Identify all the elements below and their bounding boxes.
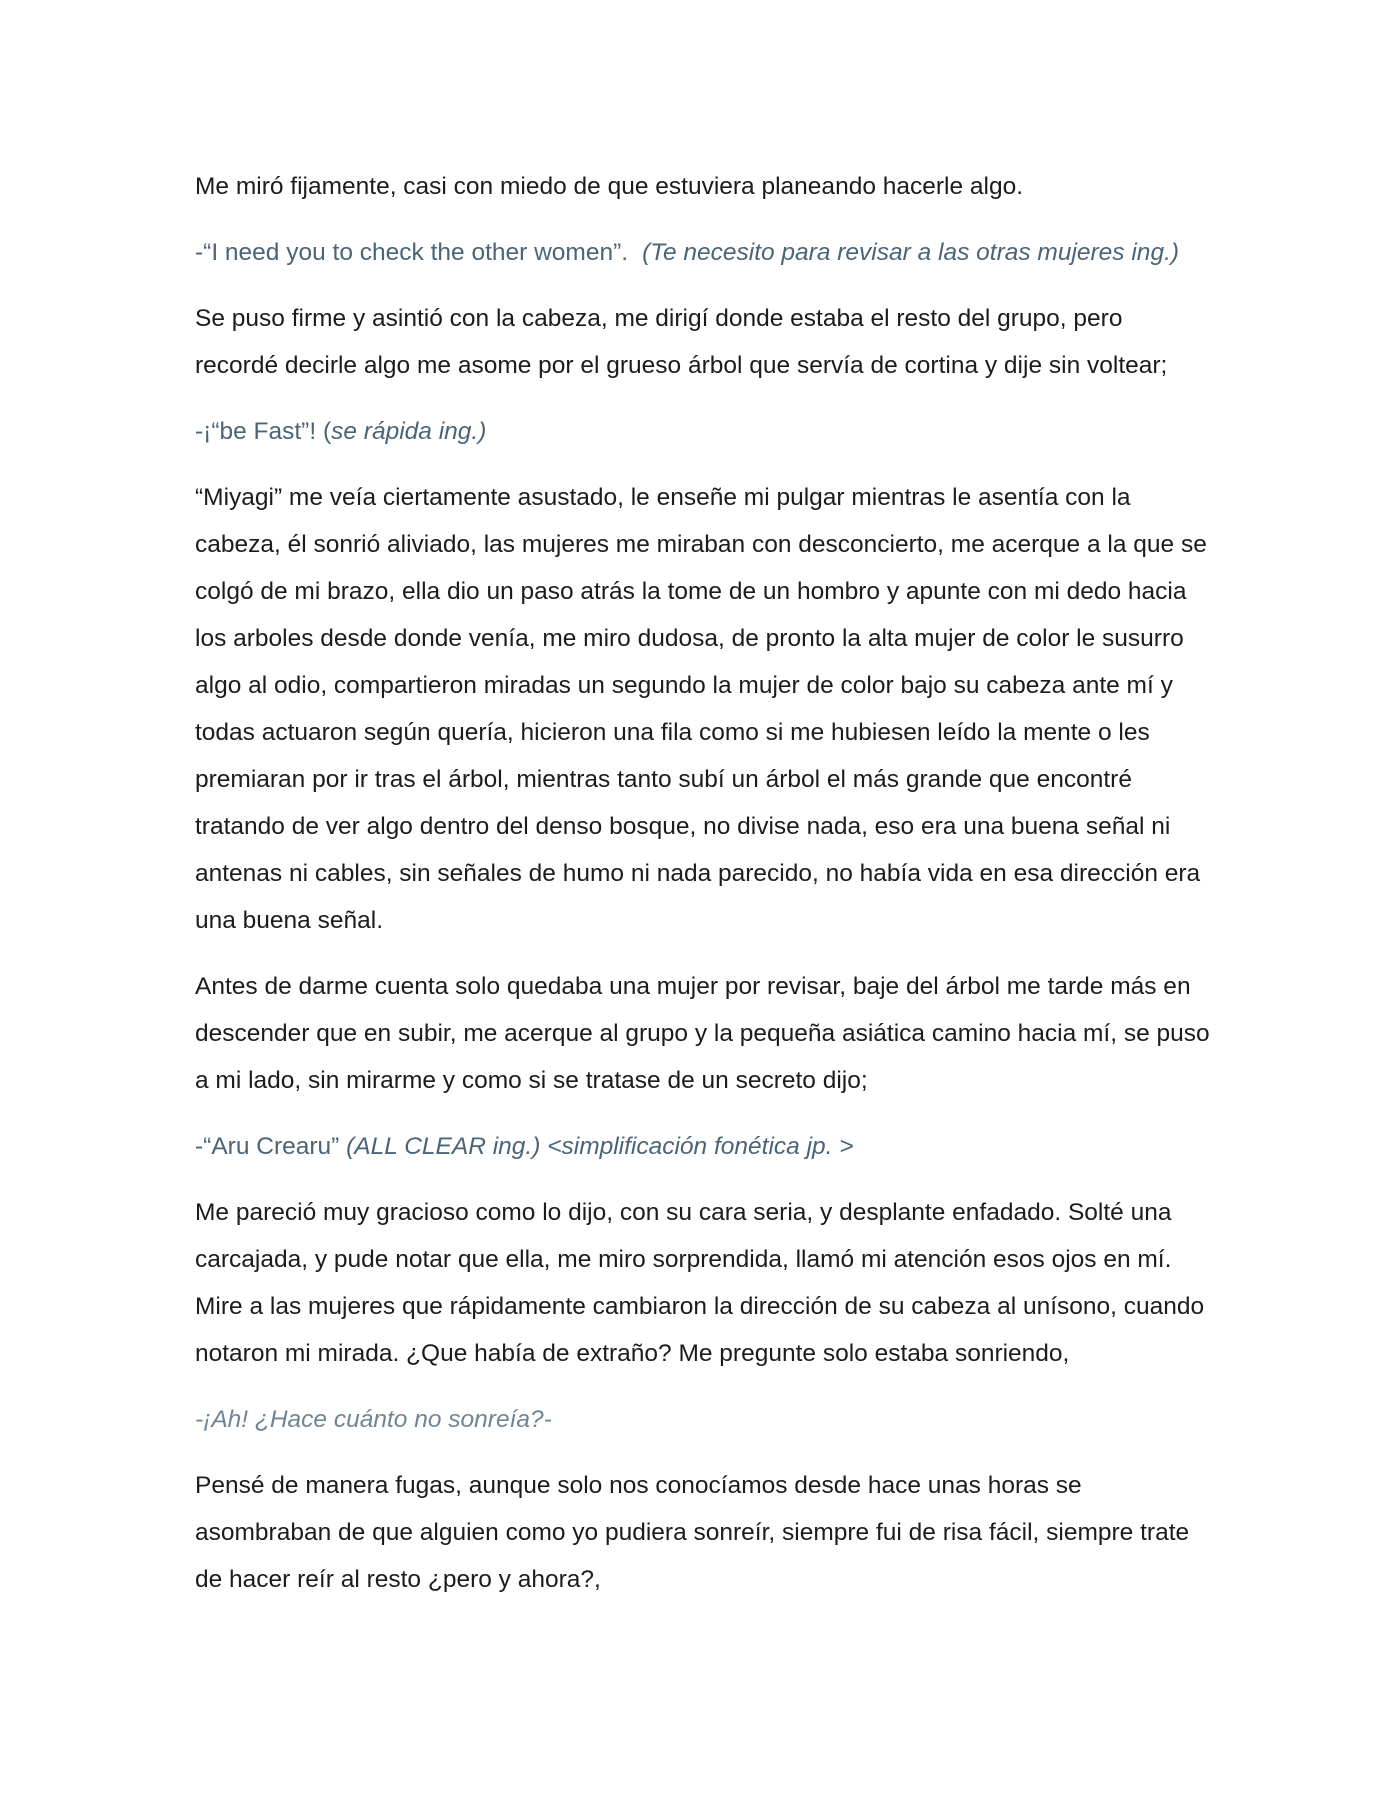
dialogue-paragraph (195, 229, 1210, 276)
dialogue-paragraph (195, 1123, 1210, 1170)
inner-thought-paragraph: -¡Ah! ¿Hace cuánto no sonreía?- (195, 1406, 552, 1433)
narrative-paragraph: Antes de darme cuenta solo quedaba una mujer por revisar, baje del árbol me tarde más en descender que en subir, me acerque al grupo y la pequeña asiática camino hacia mí, se puso a mi lado, sin mirarme y como si se tratase de un secreto dijo; (195, 973, 1210, 1094)
narrative-paragraph: Se puso firme y asintió con la cabeza, me dirigí donde estaba el resto del grupo, pero recordé decirle algo me asome por el grueso árbol que servía de cortina y dije sin voltear; (195, 305, 1168, 379)
translation-note: (ALL CLEAR ing.) <simplificación fonética jp. > (346, 1133, 854, 1160)
dialogue-line: -¡“be Fast”! ( (195, 418, 332, 445)
dialogue-line: -“Aru Crearu” (195, 1133, 340, 1160)
dialogue-line: -“I need you to check the other women”. (195, 239, 629, 266)
narrative-paragraph: Me miró fijamente, casi con miedo de que estuviera planeando hacerle algo. (195, 173, 1024, 200)
translation-note: (Te necesito para revisar a las otras mujeres ing.) (642, 239, 1180, 266)
narrative-paragraph: Pensé de manera fugas, aunque solo nos conocíamos desde hace unas horas se asombraban de que alguien como yo pudiera sonreír, siempre fui de risa fácil, siempre trate de hacer reír al resto ¿pero y ahora?, (195, 1472, 1190, 1593)
translation-note: se rápida ing.) (331, 418, 487, 445)
narrative-paragraph: “Miyagi” me veía ciertamente asustado, le enseñe mi pulgar mientras le asentía con la cabeza, él sonrió aliviado, las mujeres me miraban con desconcierto, me acerque a la que se colgó de mi brazo, ella dio un paso atrás la tome de un hombro y apunte con mi dedo hacia los arboles desde donde venía, me miro dudosa, de pronto la alta mujer de color le susurro algo al odio, compartieron miradas un segundo la mujer de color bajo su cabeza ante mí y todas actuaron según quería, hicieron una fila como si me hubiesen leído la mente o les premiaran por ir tras el árbol, mientras tanto subí un árbol el más grande que encontré tratando de ver algo dentro del denso bosque, no divise nada, eso era una buena señal ni antenas ni cables, sin señales de humo ni nada parecido, no había vida en esa dirección era una buena señal. (195, 484, 1207, 934)
dialogue-paragraph (195, 408, 1210, 455)
narrative-paragraph: Me pareció muy gracioso como lo dijo, con su cara seria, y desplante enfadado. Solté una carcajada, y pude notar que ella, me miro sorprendida, llamó mi atención esos ojos en mí. Mire a las mujeres que rápidamente cambiaron la dirección de su cabeza al unísono, cuando notaron mi mirada. ¿Que había de extraño? Me pregunte solo estaba sonriendo, (195, 1199, 1205, 1367)
document-body (195, 163, 1210, 1622)
